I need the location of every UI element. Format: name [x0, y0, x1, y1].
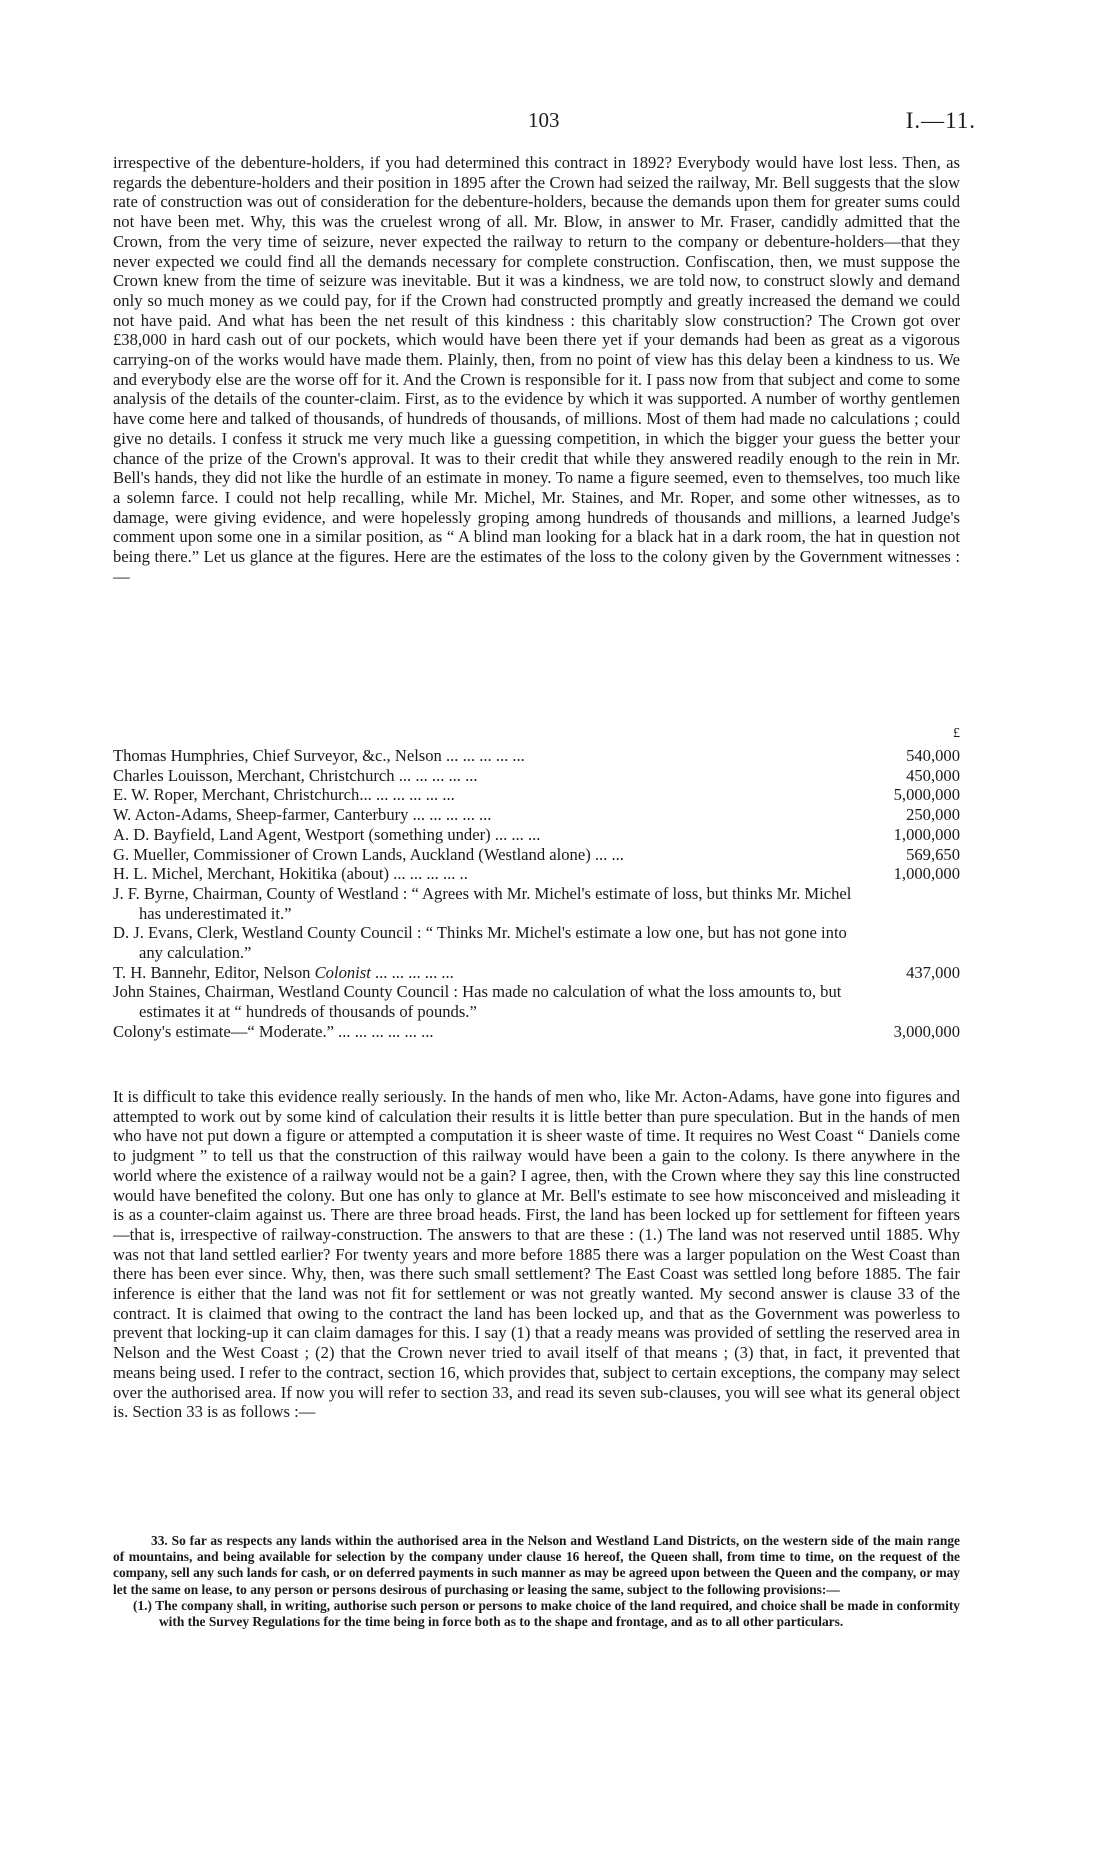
estimate-amount: 569,650 [906, 844, 960, 864]
estimate-name: Charles Louisson, Merchant, Christchurch [113, 765, 395, 785]
section-33-text: 33. So far as respects any lands within the authorised area in the Nelson and Westland Land Districts, on the western side of the main range of mountains, and being available for selection by the company under clause 16 hereof, the Queen shall, from time to time, on the request of the company, sell any such lands for cash, or on deferred payments in such manner as may be agreed upon between the Queen and the company, or may let the same on lease, to any person or persons desirous of purchasing or leasing the same, subject to the following provisions:— [113, 1533, 960, 1597]
second-paragraph-block [113, 1087, 960, 1422]
estimate-row-evans [113, 923, 960, 962]
estimate-note: John Staines, Chairman, Westland County Council : Has made no calculation of what the loss amounts to, but estimates it at “ hundreds of thousands of pounds.” [113, 982, 842, 1022]
estimate-row [113, 746, 960, 766]
estimate-amount: 250,000 [906, 805, 960, 825]
dot-leader: ... ... ... [490, 824, 541, 844]
estimate-name: E. W. Roper, Merchant, Christchurch... [113, 785, 372, 805]
newspaper-name: Colonist [314, 962, 371, 982]
estimate-row-bannehr [113, 963, 960, 983]
estimate-amount: 437,000 [906, 962, 960, 982]
estimate-amount: 450,000 [906, 765, 960, 785]
estimate-name: T. H. Bannehr, Editor, Nelson [113, 962, 315, 982]
document-reference: I.—11. [905, 108, 976, 133]
estimate-amount: 3,000,000 [893, 1021, 960, 1041]
estimate-note: J. F. Byrne, Chairman, County of Westland : “ Agrees with Mr. Michel's estimate of loss, but thinks Mr. Michel has underestimated it.” [113, 883, 852, 923]
estimate-row-staines [113, 982, 960, 1021]
estimate-name: G. Mueller, Commissioner of Crown Lands, Auckland (Westland alone) [113, 844, 591, 864]
estimate-amount: 1,000,000 [893, 864, 960, 884]
estimate-name: Thomas Humphries, Chief Surveyor, &c., Nelson [113, 746, 442, 765]
dot-leader: ... ... ... ... ... [441, 746, 525, 765]
section-33-subclause-1: (1.) The company shall, in writing, authorise such person or persons to make choice of the land required, and choice shall be made in conformity with the Survey Regulations for the time being in force both as to the shape and frontage, and as to all other particulars. [133, 1597, 960, 1630]
estimate-row [113, 785, 960, 805]
estimate-note: D. J. Evans, Clerk, Westland County Council : “ Thinks Mr. Michel's estimate a low one, but has not gone into any calculation.” [113, 923, 847, 963]
estimate-row-colony [113, 1022, 960, 1042]
dot-leader: ... ... ... ... .. [389, 864, 468, 884]
opening-paragraph-block [113, 153, 960, 586]
opening-paragraph: irrespective of the debenture-holders, if you had determined this contract in 1892? Everybody would have lost less. Then, as regards the debenture-holders and their position in 1895 after the Crown had seized the railway, Mr. Bell suggests that the slow rate of construction was out of consideration for the debenture-holders, because the demands upon them for greater sums could not have been met. Why, this was the cruelest wrong of all. Mr. Blow, in answer to Mr. Fraser, candidly admitted that the Crown, from the very time of seizure, never expected the railway to return to the company or debenture-holders—that they never expected we could find all the demands necessary for complete construction. Confiscation, then, we must suppose the Crown knew from the time of seizure was inevitable. But it was a kindness, we are told now, to construct slowly and demand only so much money as we could pay, for if the Crown had constructed promptly and greatly increased the demand we could not have paid. And what has been the net result of this kindness : this charitably slow construction? The Crown got over £38,000 in hard cash out of our pockets, which would have been there yet if your demands had been as great as a vigorous carrying-on of the works would have made them. Plainly, then, from no point of view has this delay been a kindness to us. We and everybody else are the worse off for it. And the Crown is responsible for it. I pass now from that subject and come to some analysis of the details of the counter-claim. First, as to the evidence by which it was supported. A number of worthy gentlemen have come here and talked of thousands, of hundreds of thousands, of millions. Most of them had made no calculations ; could give no details. I confess it struck me very much like a guessing competition, in which the bigger your guess the better your chance of the prize of the Crown's approval. It was to their credit that while they answered readily enough to the rein in Mr. Bell's hands, they did not like the hurdle of an estimate in money. To name a figure seemed, even to themselves, too much like a solemn farce. I could not help recalling, while Mr. Michel, Mr. Staines, and Mr. Roper, and some other witnesses, as to damage, were giving evidence, and were hopelessly groping among hundreds of thousands and millions, a learned Judge's comment upon some one in a similar position, as “ A blind man looking for a black hat in a dark room, the hat in question not being there.” Let us glance at the figures. Here are the estimates of the loss to the colony given by the Government witnesses :— [113, 153, 960, 586]
dot-leader: ... ... ... ... ... ... [333, 1021, 434, 1041]
dot-leader: ... ... ... ... ... [371, 785, 455, 805]
dot-leader: ... ... ... ... ... [370, 962, 454, 982]
estimate-name: A. D. Bayfield, Land Agent, Westport (something under) [113, 824, 491, 844]
estimate-amount: 5,000,000 [893, 785, 960, 805]
estimate-row [113, 766, 960, 786]
dot-leader: ... ... ... ... ... [394, 765, 478, 785]
currency-symbol: £ [953, 726, 960, 741]
dot-leader: ... ... [590, 844, 624, 864]
estimate-name: W. Acton-Adams, Sheep-farmer, Canterbury [113, 805, 409, 825]
estimate-row [113, 825, 960, 845]
estimates-list [113, 746, 960, 1042]
estimate-row-byrne [113, 884, 960, 923]
estimate-row [113, 845, 960, 865]
estimate-row [113, 864, 960, 884]
estimate-name: Colony's estimate—“ Moderate.” [113, 1021, 334, 1041]
page-number: 103 [528, 108, 560, 132]
estimate-amount: 540,000 [906, 746, 960, 765]
dot-leader: ... ... ... ... ... [408, 805, 492, 825]
estimate-name: H. L. Michel, Merchant, Hokitika (about) [113, 864, 390, 884]
estimate-row [113, 805, 960, 825]
estimate-amount: 1,000,000 [893, 824, 960, 844]
second-paragraph: It is difficult to take this evidence really seriously. In the hands of men who, like Mr. Acton-Adams, have gone into figures and attempted to work out by some kind of calculation their results it is little better than pure speculation. But in the hands of men who have not put down a figure or attempted a computation it is sheer waste of time. It requires no West Coast “ Daniels come to judgment ” to tell us that the construction of this railway would have been a gain to the colony. Is there anywhere in the world where the existence of a railway would not be a gain? I agree, then, with the Crown where they say this line constructed would have benefited the colony. But one has only to glance at Mr. Bell's estimate to see how misconceived and misleading it is as a counter-claim against us. There are three broad heads. First, the land has been locked up for settlement for fifteen years—that is, irrespective of railway-construction. The answers to that are these : (1.) The land was not reserved until 1885. Why was not that land settled earlier? For twenty years and more before 1885 there was a larger population on the West Coast than there has been ever since. Why, then, was there such small settlement? The East Coast was settled long before 1885. The fair inference is either that the land was not fit for settlement or was not greatly wanted. My second answer is clause 33 of the contract. It is claimed that owing to the contract the land has been locked up, and that as the Government was powerless to prevent that locking-up it can claim damages for this. I say (1) that a ready means was provided of settling the reserved area in Nelson and the West Coast ; (2) that the Crown never tried to avail itself of that means ; (3) that, in fact, it prevented that means being used. I refer to the contract, section 16, which provides that, subject to certain exceptions, the company may select over the authorised area. If now you will refer to section 33, and read its seven sub-clauses, you will see what its general object is. Section 33 is as follows :— [113, 1087, 960, 1422]
page-header [0, 108, 1114, 138]
contract-quotation [113, 1533, 960, 1630]
